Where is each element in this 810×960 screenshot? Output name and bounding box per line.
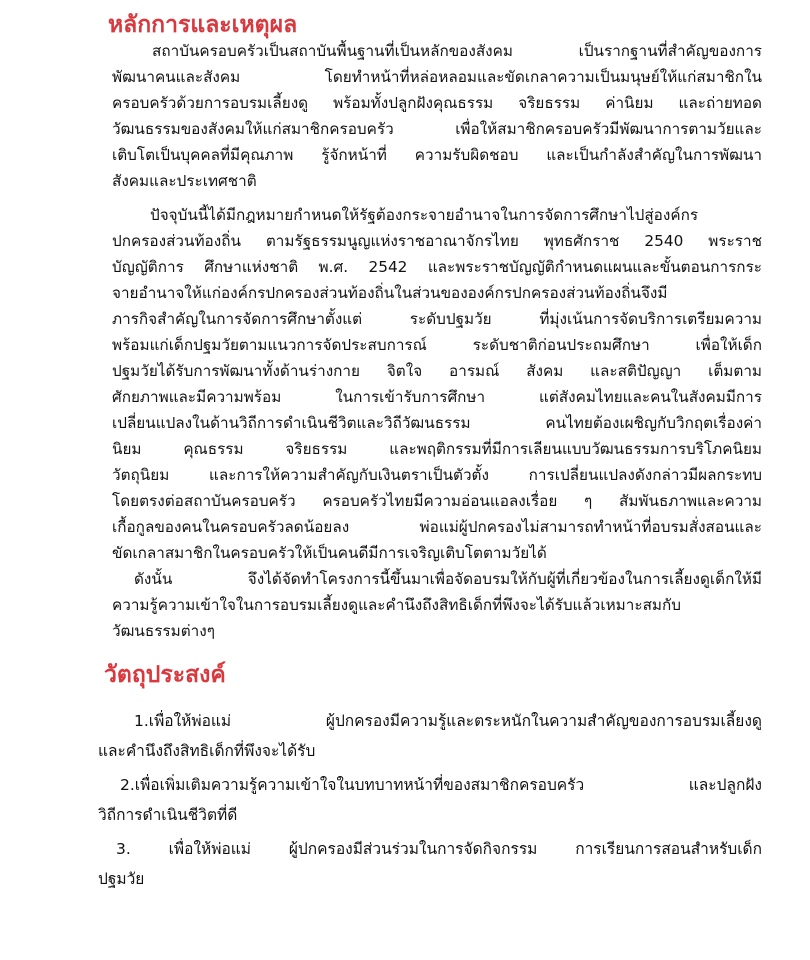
objective-item: และคำนึงถึงสิทธิเด็กที่พึงจะได้รับ [98, 742, 316, 760]
rationale-line: ปกครองส่วนท้องถิ่น ตามรัฐธรรมนูญแห่งราชอาณาจักรไทย พุทธศักราช 2540 พระราช [112, 232, 762, 250]
rationale-line: ปัจจุบันนี้ได้มีกฎหมายกำหนดให้รัฐต้องกระจายอำนาจในการจัดการศึกษาไปสู่องค์กร [150, 206, 699, 224]
rationale-line: วัฒนธรรมต่างๆ [112, 622, 215, 640]
rationale-line: เติบโตเป็นบุคคลที่มีคุณภาพ รู้จักหน้าที่ ความรับผิดชอบ และเป็นกำลังสำคัญในการพัฒนา [112, 146, 762, 164]
rationale-line: ครอบครัวด้วยการอบรมเลี้ยงดู พร้อมทั้งปลูกฝังคุณธรรม จริยธรรม ค่านิยม และถ่ายทอด [112, 94, 762, 112]
rationale-line: พร้อมแก่เด็กปฐมวัยตามแนวการจัดประสบการณ์ ระดับชาติก่อนประถมศึกษา เพื่อให้เด็ก [112, 336, 762, 354]
rationale-line: วัฒนธรรมของสังคมให้แก่สมาชิกครอบครัว เพื่อให้สมาชิกครอบครัวมีพัฒนาการตามวัยและ [112, 120, 762, 138]
rationale-line: ภารกิจสำคัญในการจัดการศึกษาตั้งแต่ ระดับปฐมวัย ที่มุ่งเน้นการจัดบริการเตรียมความ [112, 310, 762, 328]
rationale-line: สังคมและประเทศชาติ [112, 172, 257, 190]
rationale-line: เปลี่ยนแปลงในด้านวิถีการดำเนินชีวิตและวิถีวัฒนธรรม คนไทยต้องเผชิญกับวิกฤตเรื่องค่า [112, 414, 762, 432]
objective-item: ปฐมวัย [98, 870, 145, 888]
rationale-heading: หลักการและเหตุผล [108, 12, 298, 38]
rationale-line: บัญญัติการ ศึกษาแห่งชาติ พ.ศ. 2542 และพระราชบัญญัติกำหนดแผนและขั้นตอนการกระ [112, 258, 762, 276]
objective-item: 3. เพื่อให้พ่อแม่ ผู้ปกครองมีส่วนร่วมในการจัดกิจกรรม การเรียนการสอนสำหรับเด็ก [116, 840, 762, 858]
rationale-line: เกื้อกูลของคนในครอบครัวลดน้อยลง พ่อแม่ผู้ปกครองไม่สามารถทำหน้าที่อบรมสั่งสอนและ [112, 518, 762, 536]
objective-item: วิถีการดำเนินชีวิตที่ดี [98, 806, 238, 824]
rationale-line: สถาบันครอบครัวเป็นสถาบันพื้นฐานที่เป็นหลักของสังคม เป็นรากฐานที่สำคัญของการ [152, 42, 762, 60]
rationale-line: ดังนั้น จึงได้จัดทำโครงการนี้ขึ้นมาเพื่อจัดอบรมให้กับผู้ที่เกี่ยวข้องในการเลี้ยงดูเด็กให้มี [134, 570, 762, 588]
rationale-line: ความรู้ความเข้าใจในการอบรมเลี้ยงดูและคำนึงถึงสิทธิเด็กที่พึงจะได้รับแล้วเหมาะสมกับ [112, 596, 681, 614]
objective-item: 2.เพื่อเพิ่มเติมความรู้ความเข้าใจในบทบาทหน้าที่ของสมาชิกครอบครัว และปลูกฝัง [120, 776, 762, 794]
rationale-line: ศักยภาพและมีความพร้อม ในการเข้ารับการศึกษา แต่สังคมไทยและคนในสังคมมีการ [112, 388, 762, 406]
objective-item: 1.เพื่อให้พ่อแม่ ผู้ปกครองมีความรู้และตระหนักในความสำคัญของการอบรมเลี้ยงดู [134, 712, 762, 730]
rationale-line: พัฒนาคนและสังคม โดยทำหน้าที่หล่อหลอมและขัดเกลาความเป็นมนุษย์ให้แก่สมาชิกใน [112, 68, 762, 86]
rationale-line: ขัดเกลาสมาชิกในครอบครัวให้เป็นคนดีมีการเจริญเติบโตตามวัยได้ [112, 544, 547, 562]
rationale-line: นิยม คุณธรรม จริยธรรม และพฤติกรรมที่มีการเลียนแบบวัฒนธรรมการบริโภคนิยม [112, 440, 762, 458]
rationale-line: วัตถุนิยม และการให้ความสำคัญกับเงินตราเป็นตัวตั้ง การเปลี่ยนแปลงดังกล่าวมีผลกระทบ [112, 466, 762, 484]
rationale-line: โดยตรงต่อสถาบันครอบครัว ครอบครัวไทยมีความอ่อนแอลงเรื่อย ๆ สัมพันธภาพและความ [112, 492, 762, 510]
objectives-heading: วัตถุประสงค์ [104, 662, 226, 688]
rationale-line: ปฐมวัยได้รับการพัฒนาทั้งด้านร่างกาย จิตใจ อารมณ์ สังคม และสติปัญญา เต็มตาม [112, 362, 762, 380]
rationale-line: จายอำนาจให้แก่องค์กรปกครองส่วนท้องถิ่นในส่วนขององค์กรปกครองส่วนท้องถิ่นจึงมี [112, 284, 668, 302]
